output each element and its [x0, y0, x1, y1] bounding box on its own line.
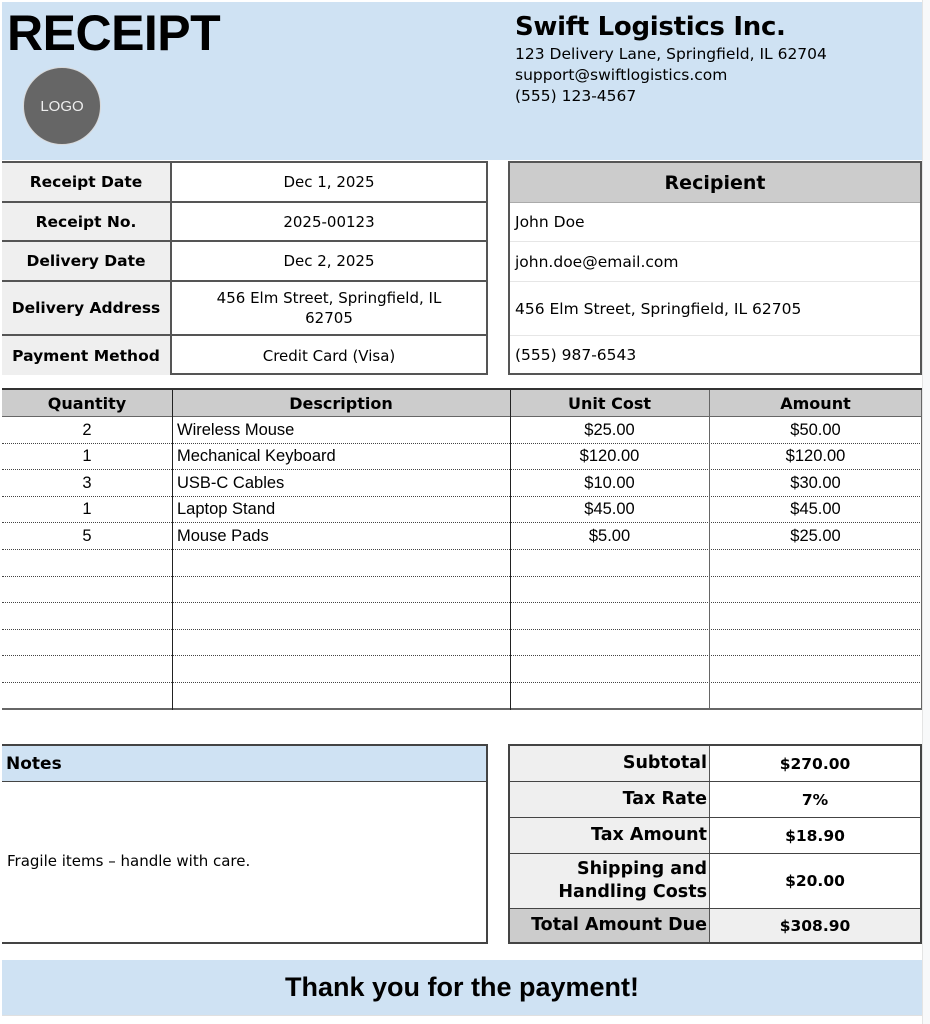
company-name: Swift Logistics Inc. — [515, 12, 786, 42]
column-divider — [172, 390, 173, 710]
info-label: Delivery Address — [2, 282, 172, 334]
column-header-amount: Amount — [780, 393, 851, 413]
receipt-info-table — [2, 161, 488, 375]
info-label: Payment Method — [2, 336, 172, 375]
notes-box — [2, 744, 488, 944]
info-label: Receipt No. — [2, 203, 172, 240]
totals-row-tax-amount — [510, 818, 920, 854]
items-header-row — [2, 390, 922, 417]
empty-item-row[interactable] — [2, 550, 922, 577]
thank-you-text: Thank you for the payment! — [284, 972, 640, 1002]
totals-label: Shipping and Handling Costs — [510, 854, 710, 908]
empty-item-row[interactable] — [2, 577, 922, 604]
column-divider — [709, 390, 710, 710]
empty-item-row[interactable] — [2, 683, 922, 710]
item-row[interactable] — [2, 497, 922, 524]
item-row[interactable] — [2, 417, 922, 444]
totals-row-subtotal — [510, 746, 920, 782]
totals-value[interactable]: $20.00 — [785, 872, 845, 890]
totals-row-tax-rate — [510, 782, 920, 818]
recipient-box — [508, 161, 922, 375]
receipt-title: RECEIPT — [7, 5, 221, 61]
recipient-name[interactable]: John Doe — [510, 203, 920, 242]
item-amount[interactable]: $120.00 — [785, 447, 846, 466]
recipient-heading: Recipient — [510, 163, 920, 203]
info-row-payment-method — [2, 336, 486, 375]
sheet-grid-row — [2, 1015, 922, 1024]
info-row-receipt-date — [2, 163, 486, 203]
notes-text[interactable]: Fragile items – handle with care. — [7, 852, 251, 870]
item-row[interactable] — [2, 444, 922, 471]
item-amount[interactable]: $45.00 — [790, 500, 841, 519]
item-quantity[interactable]: 2 — [82, 420, 92, 439]
column-header-unit-cost: Unit Cost — [568, 393, 651, 413]
item-description[interactable]: Laptop Stand — [177, 500, 276, 519]
info-row-receipt-no — [2, 203, 486, 242]
column-header-quantity: Quantity — [47, 393, 127, 413]
item-amount[interactable]: $25.00 — [790, 526, 841, 545]
recipient-address[interactable]: 456 Elm Street, Springfield, IL 62705 — [510, 282, 920, 336]
info-value[interactable]: 2025-00123 — [283, 212, 375, 231]
item-description[interactable]: Mechanical Keyboard — [177, 447, 336, 466]
recipient-phone[interactable]: (555) 987-6543 — [515, 345, 637, 364]
totals-row-total-due — [510, 909, 920, 942]
totals-label: Subtotal — [510, 746, 710, 781]
totals-label: Tax Amount — [510, 818, 710, 853]
info-label: Delivery Date — [2, 242, 172, 280]
item-unit-cost[interactable]: $25.00 — [584, 420, 635, 439]
info-value[interactable]: Credit Card (Visa) — [262, 346, 396, 365]
empty-item-row[interactable] — [2, 630, 922, 657]
notes-heading: Notes — [2, 746, 486, 782]
company-address: 123 Delivery Lane, Springfield, IL 62704 — [515, 45, 827, 63]
empty-item-row[interactable] — [2, 603, 922, 630]
item-description[interactable]: USB-C Cables — [177, 473, 285, 492]
info-value[interactable]: 456 Elm Street, Springfield, IL 62705 — [216, 289, 442, 327]
company-phone: (555) 123-4567 — [515, 87, 637, 105]
item-unit-cost[interactable]: $5.00 — [588, 526, 631, 545]
item-unit-cost[interactable]: $10.00 — [584, 473, 635, 492]
info-row-delivery-date — [2, 242, 486, 282]
info-label: Receipt Date — [2, 163, 172, 201]
item-unit-cost[interactable]: $45.00 — [584, 500, 635, 519]
info-value[interactable]: Dec 1, 2025 — [283, 173, 375, 191]
column-divider — [510, 390, 511, 710]
item-quantity[interactable]: 3 — [82, 473, 92, 492]
item-description[interactable]: Mouse Pads — [177, 526, 269, 545]
item-quantity[interactable]: 1 — [82, 500, 92, 519]
totals-value: $270.00 — [779, 754, 851, 773]
recipient-email[interactable]: john.doe@email.com — [510, 242, 920, 282]
totals-label: Total Amount Due — [510, 909, 710, 942]
sheet-right-gutter — [922, 0, 930, 1024]
item-row[interactable] — [2, 523, 922, 550]
info-row-delivery-address — [2, 282, 486, 336]
item-row[interactable] — [2, 470, 922, 497]
totals-row-shipping — [510, 854, 920, 909]
totals-table — [508, 744, 922, 944]
totals-label: Tax Rate — [510, 782, 710, 817]
items-table — [2, 388, 922, 710]
totals-value: $308.90 — [710, 909, 920, 942]
item-unit-cost[interactable]: $120.00 — [579, 447, 640, 466]
totals-value[interactable]: 7% — [801, 790, 829, 809]
thank-you-banner — [2, 960, 922, 1015]
item-quantity[interactable]: 1 — [82, 447, 92, 466]
logo-placeholder — [23, 67, 101, 145]
item-quantity[interactable]: 5 — [82, 526, 92, 545]
column-divider — [921, 390, 922, 710]
info-value[interactable]: Dec 2, 2025 — [283, 252, 375, 270]
logo-label: LOGO — [40, 97, 84, 115]
item-amount[interactable]: $50.00 — [790, 420, 841, 439]
totals-value: $18.90 — [785, 826, 845, 845]
item-description[interactable]: Wireless Mouse — [177, 420, 295, 439]
empty-item-row[interactable] — [2, 656, 922, 683]
item-amount[interactable]: $30.00 — [790, 473, 841, 492]
company-email: support@swiftlogistics.com — [515, 66, 728, 84]
column-header-description: Description — [289, 393, 393, 413]
